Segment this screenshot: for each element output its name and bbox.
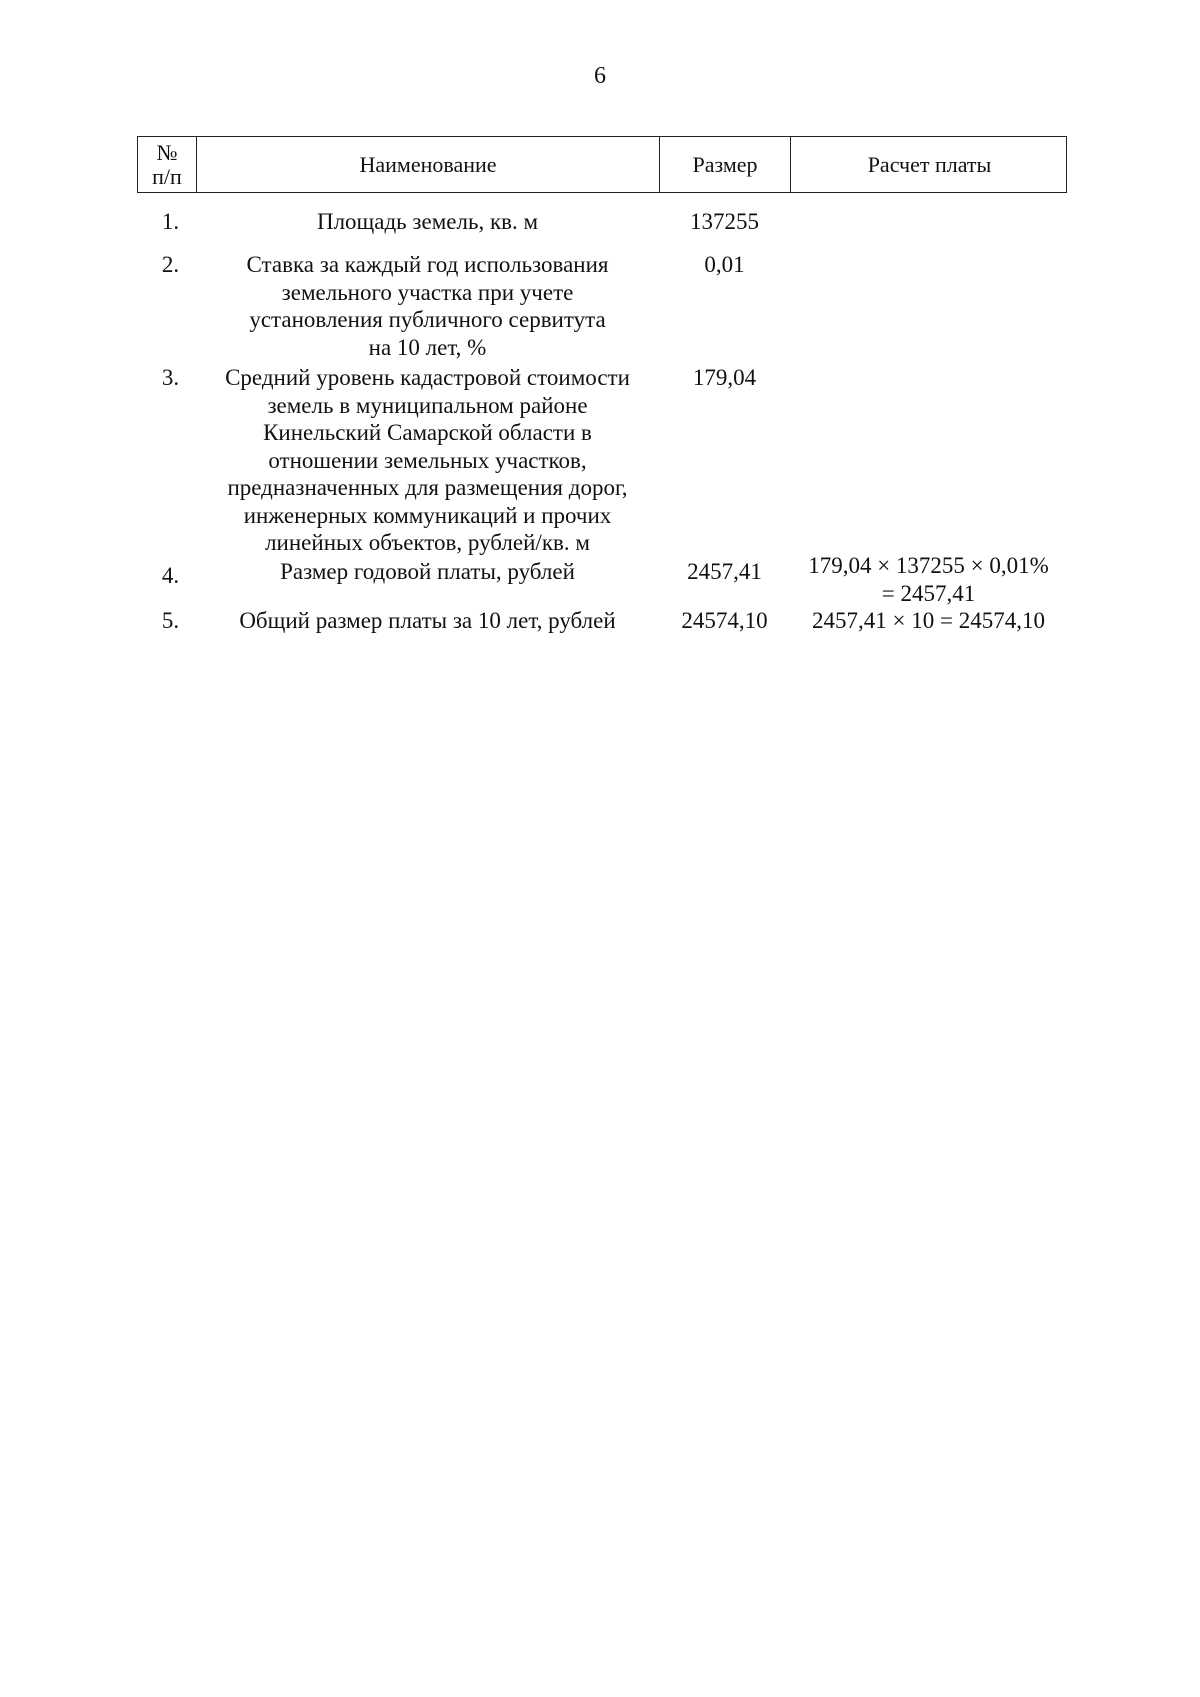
row-name-line: Размер годовой платы, рублей (280, 559, 575, 584)
row-size: 179,04 (692, 365, 757, 390)
table-row (137, 607, 1067, 637)
row-size: 24574,10 (681, 608, 768, 633)
header-name: Наименование (197, 137, 660, 192)
row-number: 5. (161, 608, 180, 633)
row-number: 2. (161, 252, 180, 277)
header-calc: Расчет платы (867, 151, 992, 177)
row-name (196, 208, 659, 251)
row-name (196, 552, 659, 607)
row-name-line: Площадь земель, кв. м (316, 209, 539, 234)
row-name-line: на 10 лет, % (368, 334, 487, 360)
page-number: 6 (594, 63, 606, 89)
row-number: 4. (161, 563, 180, 588)
table-row (137, 251, 1067, 364)
row-calc (790, 208, 1067, 251)
row-name-line: установления публичного сервитута (249, 307, 606, 332)
row-name-line: земель в муниципальном районе (267, 392, 588, 418)
row-size: 2457,41 (687, 559, 762, 584)
row-name-line: отношении земельных участков, (268, 447, 587, 473)
row-calc (790, 607, 1067, 637)
table-header (137, 136, 1067, 193)
row-name-line: Ставка за каждый год использования (246, 252, 609, 277)
row-size: 137255 (690, 209, 759, 234)
header-number (138, 137, 197, 192)
row-calc (790, 251, 1067, 364)
header-number-abbrev: п/п (152, 163, 182, 189)
row-calc-line: 2457,41 × 10 = 24574,10 (812, 608, 1045, 633)
row-calc-line: = 2457,41 (881, 580, 976, 606)
row-size: 0,01 (704, 252, 745, 277)
row-name-line: Средний уровень кадастровой стоимости (225, 365, 630, 390)
row-name-line: линейных объектов, рублей/кв. м (265, 530, 590, 555)
row-number: 3. (161, 365, 180, 390)
row-name-line: предназначенных для размещения дорог, (227, 475, 628, 500)
row-name-line: Общий размер платы за 10 лет, рублей (239, 608, 616, 633)
row-number: 1. (161, 209, 180, 234)
header-number-symbol: № (156, 139, 178, 165)
row-name-line: земельного участка при учете (281, 279, 574, 305)
table-row (137, 364, 1067, 555)
table-body (137, 208, 1067, 637)
row-name-line: инженерных коммуникаций и прочих (243, 502, 612, 528)
header-size: Размер (660, 137, 791, 192)
table-row (137, 552, 1067, 607)
row-calc (790, 552, 1067, 607)
row-calc-line: 179,04 × 137255 × 0,01% (808, 553, 1049, 578)
row-name (196, 251, 659, 364)
row-name (196, 364, 659, 557)
row-name-line: Кинельский Самарской области в (263, 420, 592, 445)
row-name (196, 607, 659, 637)
row-calc (790, 364, 1067, 557)
table-row (137, 208, 1067, 251)
